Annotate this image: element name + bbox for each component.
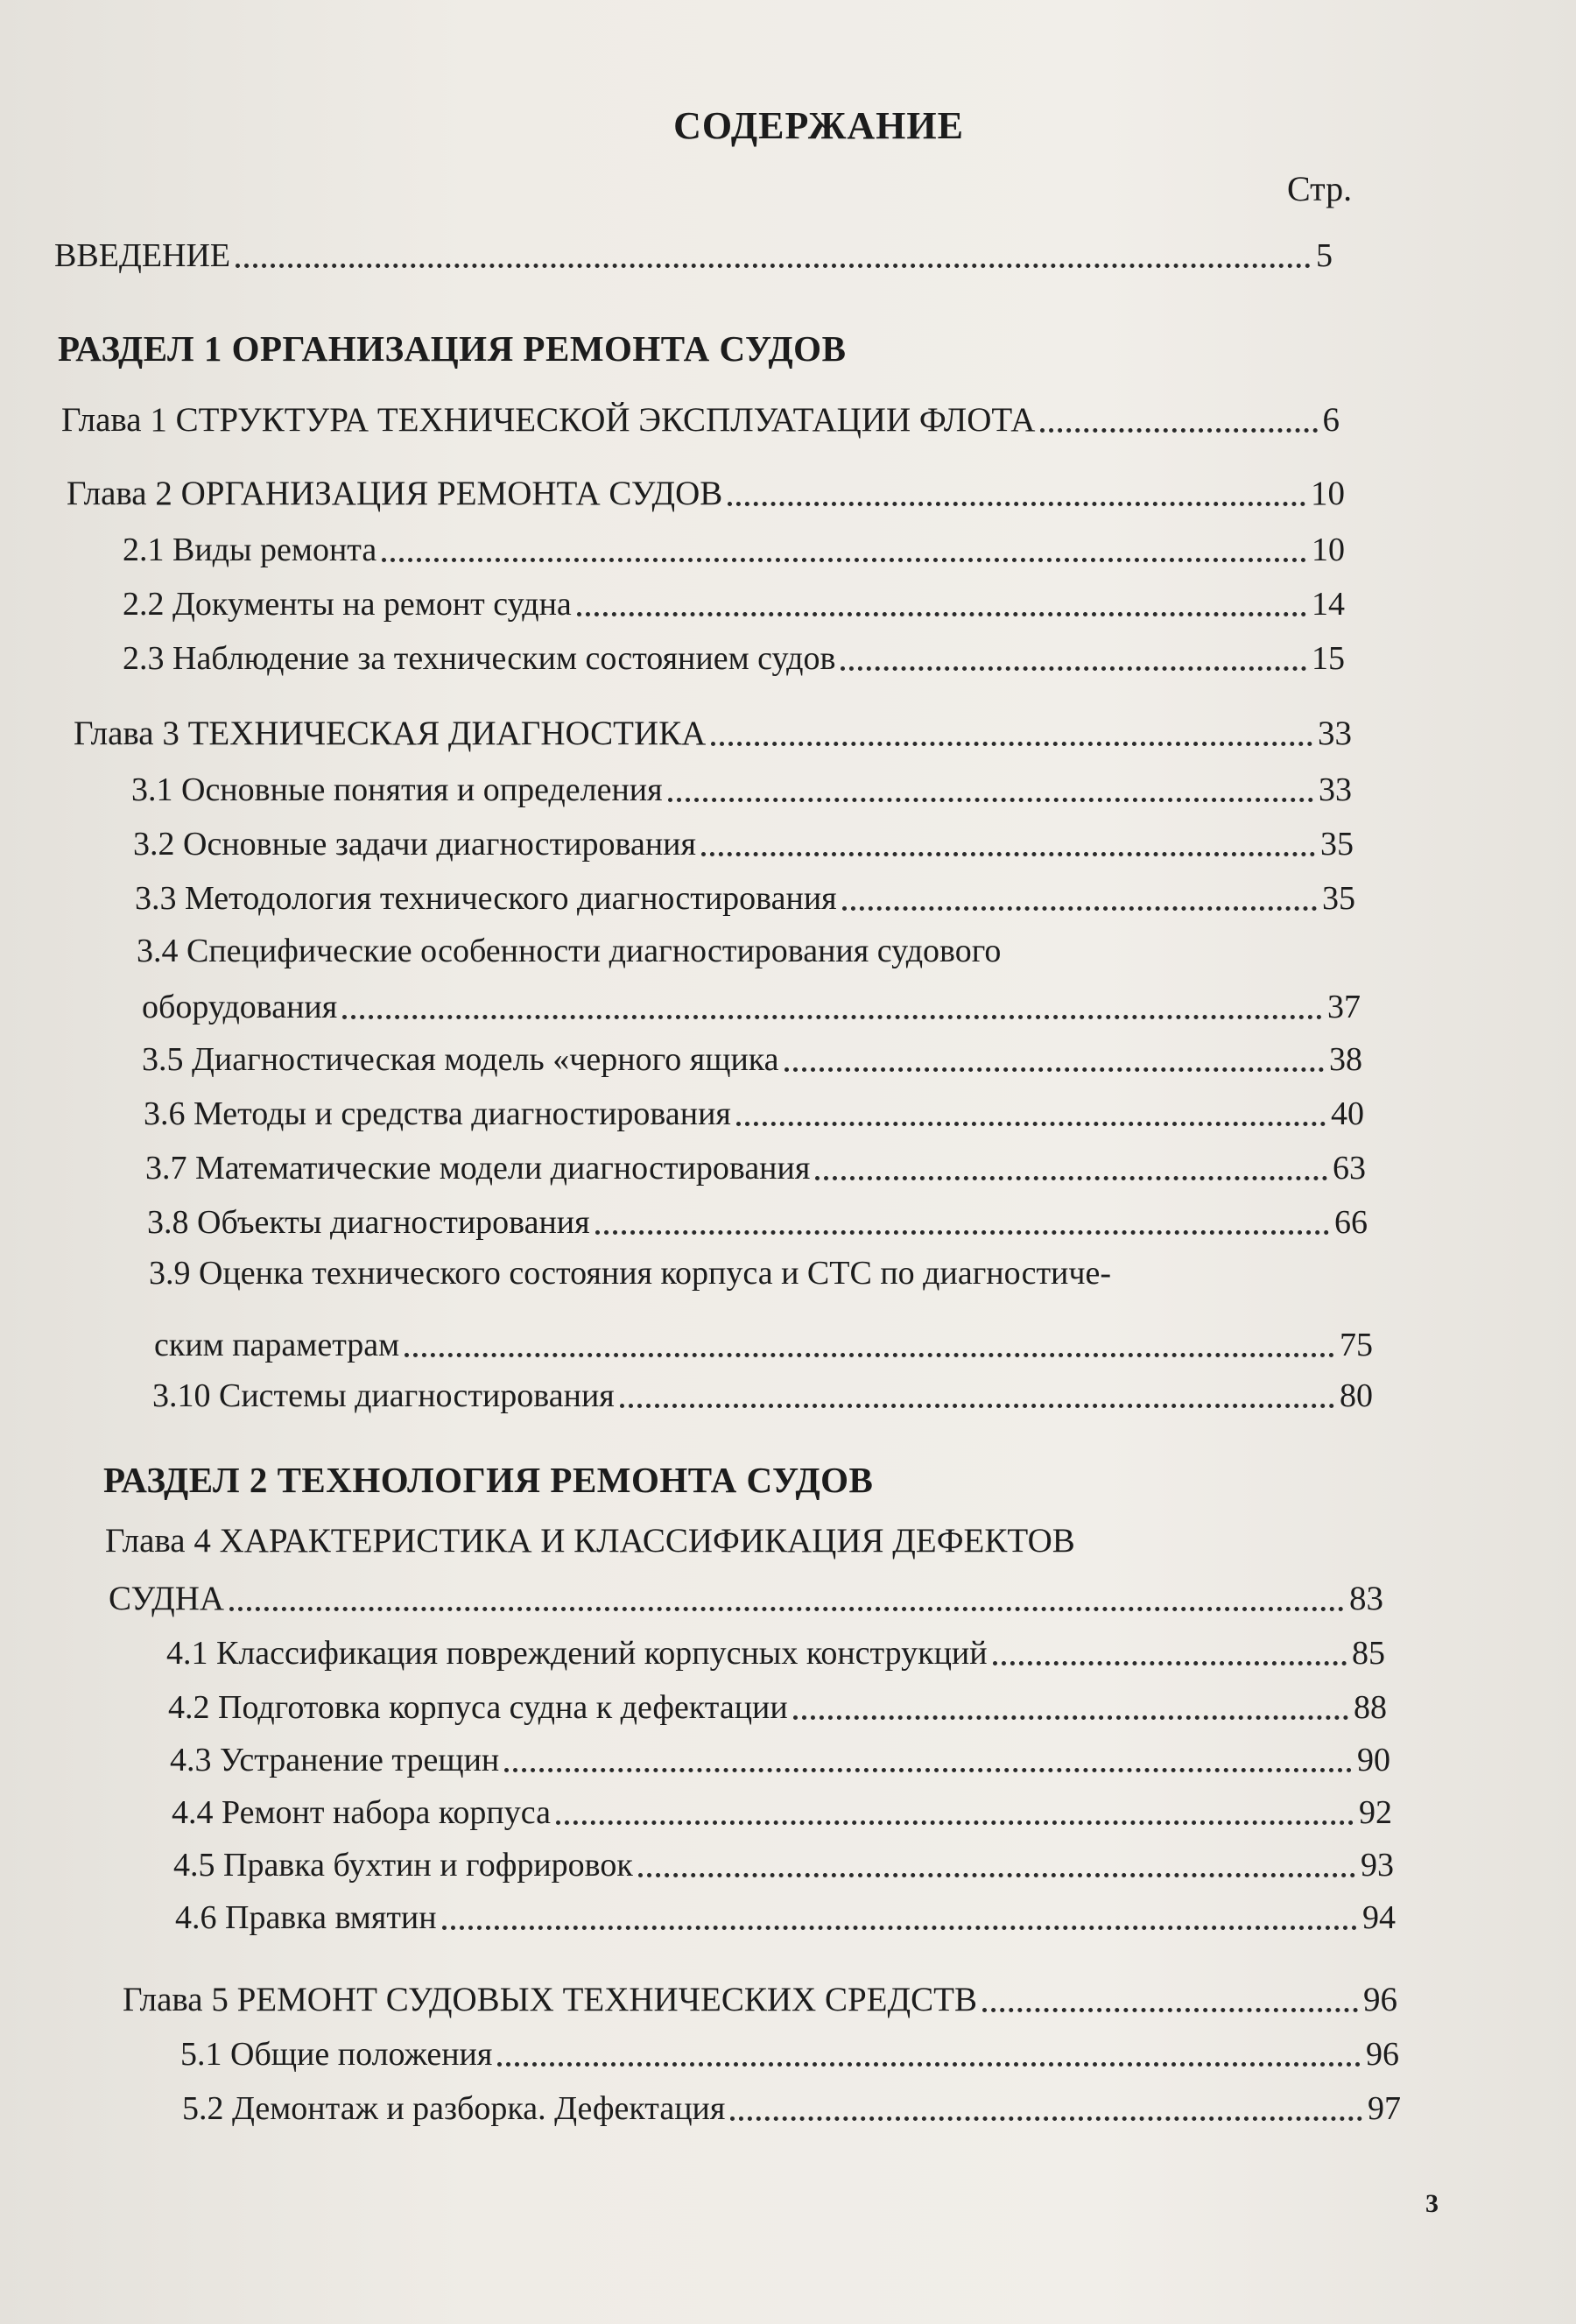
toc-entry-5-2 <box>182 2082 1401 2128</box>
toc-entry-4-1 <box>166 1627 1385 1673</box>
toc-entry-3-4-line1: 3.4 Специфические особенности диагностирования судового <box>137 933 1002 969</box>
dot-leader <box>236 264 1311 268</box>
dot-leader <box>504 1768 1352 1772</box>
entry-page: 6 <box>1322 401 1340 439</box>
toc-entry-3-8 <box>147 1196 1368 1242</box>
dot-leader <box>736 1122 1326 1126</box>
dot-leader <box>711 742 1312 746</box>
entry-page: 33 <box>1318 715 1352 752</box>
entry-title: 3.3 Методология технического диагностирования <box>135 880 837 917</box>
toc-heading: СОДЕРЖАНИЕ <box>673 104 964 147</box>
toc-entry-3-10 <box>152 1370 1373 1415</box>
entry-page: 83 <box>1349 1580 1383 1617</box>
entry-title: 3.5 Диагностическая модель «черного ящика <box>142 1041 779 1078</box>
toc-entry-4-4 <box>172 1786 1392 1832</box>
entry-page: 10 <box>1311 475 1345 512</box>
entry-page: 37 <box>1327 989 1361 1025</box>
entry-page: 33 <box>1319 771 1352 808</box>
dot-leader <box>342 1015 1322 1019</box>
toc-entry-chapter-4-line1: Глава 4 ХАРАКТЕРИСТИКА И КЛАССИФИКАЦИЯ ДЕФЕКТОВ <box>105 1522 1075 1560</box>
entry-title: 3.1 Основные понятия и определения <box>131 771 663 808</box>
dot-leader <box>442 1926 1357 1930</box>
entry-title: 3.2 Основные задачи диагностирования <box>133 826 696 863</box>
entry-page: 88 <box>1354 1689 1387 1726</box>
entry-page: 85 <box>1352 1635 1385 1672</box>
entry-title: 4.1 Классификация повреждений корпусных конструкций <box>166 1635 988 1672</box>
toc-entry-chapter-1 <box>61 394 1340 440</box>
entry-page: 66 <box>1334 1204 1368 1241</box>
entry-page: 40 <box>1331 1095 1364 1132</box>
dot-leader <box>1040 428 1317 433</box>
entry-page: 90 <box>1357 1742 1390 1778</box>
toc-entry-2-2 <box>123 578 1345 623</box>
entry-page: 92 <box>1359 1794 1392 1831</box>
entry-page: 5 <box>1316 237 1333 274</box>
toc-entry-chapter-3 <box>74 708 1352 753</box>
dot-leader <box>728 502 1305 506</box>
entry-page: 96 <box>1363 1981 1397 2018</box>
dot-leader <box>620 1404 1334 1408</box>
toc-entry-5-1 <box>180 2028 1399 2074</box>
toc-entry-3-4 <box>142 981 1361 1026</box>
dot-leader <box>577 612 1306 616</box>
dot-leader <box>638 1873 1355 1877</box>
entry-page: 94 <box>1362 1899 1396 1936</box>
toc-entry-3-9-line1: 3.9 Оценка технического состояния корпуса и СТС по диагностиче- <box>149 1255 1112 1292</box>
dot-leader <box>982 2008 1358 2012</box>
toc-entry-4-2 <box>168 1681 1387 1727</box>
entry-title: 4.2 Подготовка корпуса судна к дефектации <box>168 1689 788 1726</box>
dot-leader <box>842 906 1317 911</box>
toc-entry-2-1 <box>123 524 1345 569</box>
toc-entry-3-2 <box>133 818 1354 863</box>
toc-entry-intro <box>54 229 1333 275</box>
entry-title: 5.2 Демонтаж и разборка. Дефектация <box>182 2090 726 2127</box>
entry-title: 2.1 Виды ремонта <box>123 532 377 568</box>
dot-leader <box>784 1067 1324 1072</box>
entry-page: 75 <box>1340 1327 1373 1363</box>
entry-page: 96 <box>1366 2036 1399 2073</box>
entry-title: 3.6 Методы и средства диагностирования <box>144 1095 731 1132</box>
page-number: 3 <box>1425 2189 1439 2218</box>
entry-title: 4.3 Устранение трещин <box>170 1742 500 1778</box>
entry-page: 35 <box>1322 880 1355 917</box>
entry-title: 3.8 Объекты диагностирования <box>147 1204 590 1241</box>
entry-title: 4.4 Ремонт набора корпуса <box>172 1794 551 1831</box>
dot-leader <box>556 1820 1354 1825</box>
toc-entry-chapter-4 <box>109 1573 1383 1618</box>
entry-title: 2.3 Наблюдение за техническим состоянием судов <box>123 640 836 677</box>
entry-page: 80 <box>1340 1377 1373 1414</box>
dot-leader <box>405 1353 1334 1357</box>
entry-title: Глава 2 ОРГАНИЗАЦИЯ РЕМОНТА СУДОВ <box>67 475 723 512</box>
entry-title: ским параметрам <box>154 1327 400 1363</box>
entry-page: 93 <box>1361 1847 1394 1884</box>
entry-title: оборудования <box>142 989 338 1025</box>
toc-entry-4-3 <box>170 1734 1390 1779</box>
section-1-title: РАЗДЕЛ 1 ОРГАНИЗАЦИЯ РЕМОНТА СУДОВ <box>58 328 847 369</box>
entry-title: 3.10 Системы диагностирования <box>152 1377 615 1414</box>
toc-entry-3-3 <box>135 872 1355 918</box>
dot-leader <box>229 1607 1344 1611</box>
entry-page: 63 <box>1333 1150 1366 1187</box>
entry-title: 4.5 Правка бухтин и гофрировок <box>173 1847 633 1884</box>
entry-title: 5.1 Общие положения <box>180 2036 493 2073</box>
entry-title: Глава 5 РЕМОНТ СУДОВЫХ ТЕХНИЧЕСКИХ СРЕДСТВ <box>123 1981 977 2018</box>
entry-page: 15 <box>1312 640 1345 677</box>
toc-entry-2-3 <box>123 632 1345 678</box>
section-2-title: РАЗДЕЛ 2 ТЕХНОЛОГИЯ РЕМОНТА СУДОВ <box>103 1460 874 1500</box>
dot-leader <box>668 798 1313 802</box>
entry-title: Глава 1 СТРУКТУРА ТЕХНИЧЕСКОЙ ЭКСПЛУАТАЦИИ ФЛОТА <box>61 401 1036 439</box>
dot-leader <box>382 558 1306 562</box>
entry-page: 38 <box>1329 1041 1362 1078</box>
dot-leader <box>815 1176 1327 1180</box>
dot-leader <box>595 1230 1329 1235</box>
dot-leader <box>793 1715 1348 1720</box>
entry-page: 35 <box>1320 826 1354 863</box>
toc-entry-chapter-5 <box>123 1974 1397 2019</box>
entry-title: СУДНА <box>109 1580 225 1617</box>
entry-title: 4.6 Правка вмятин <box>175 1899 437 1936</box>
entry-title: Глава 3 ТЕХНИЧЕСКАЯ ДИАГНОСТИКА <box>74 715 707 752</box>
dot-leader <box>701 852 1315 856</box>
entry-title: ВВЕДЕНИЕ <box>54 237 231 274</box>
toc-entry-chapter-2 <box>67 468 1345 513</box>
toc-entry-3-5 <box>142 1033 1362 1079</box>
toc-entry-3-1 <box>131 764 1352 809</box>
entry-title: 2.2 Документы на ремонт судна <box>123 586 572 623</box>
dot-leader <box>993 1661 1347 1666</box>
toc-entry-4-6 <box>175 1891 1396 1937</box>
entry-page: 14 <box>1312 586 1345 623</box>
dot-leader <box>497 2062 1361 2067</box>
entry-page: 97 <box>1368 2090 1401 2127</box>
entry-title: 3.7 Математические модели диагностирования <box>145 1150 811 1187</box>
dot-leader <box>841 666 1306 671</box>
toc-entry-3-6 <box>144 1088 1364 1133</box>
entry-page: 10 <box>1312 532 1345 568</box>
dot-leader <box>730 2116 1362 2121</box>
toc-entry-3-9 <box>154 1319 1373 1364</box>
page-column-label: Стр. <box>1287 169 1353 208</box>
toc-entry-4-5 <box>173 1839 1394 1884</box>
toc-entry-3-7 <box>145 1142 1366 1187</box>
